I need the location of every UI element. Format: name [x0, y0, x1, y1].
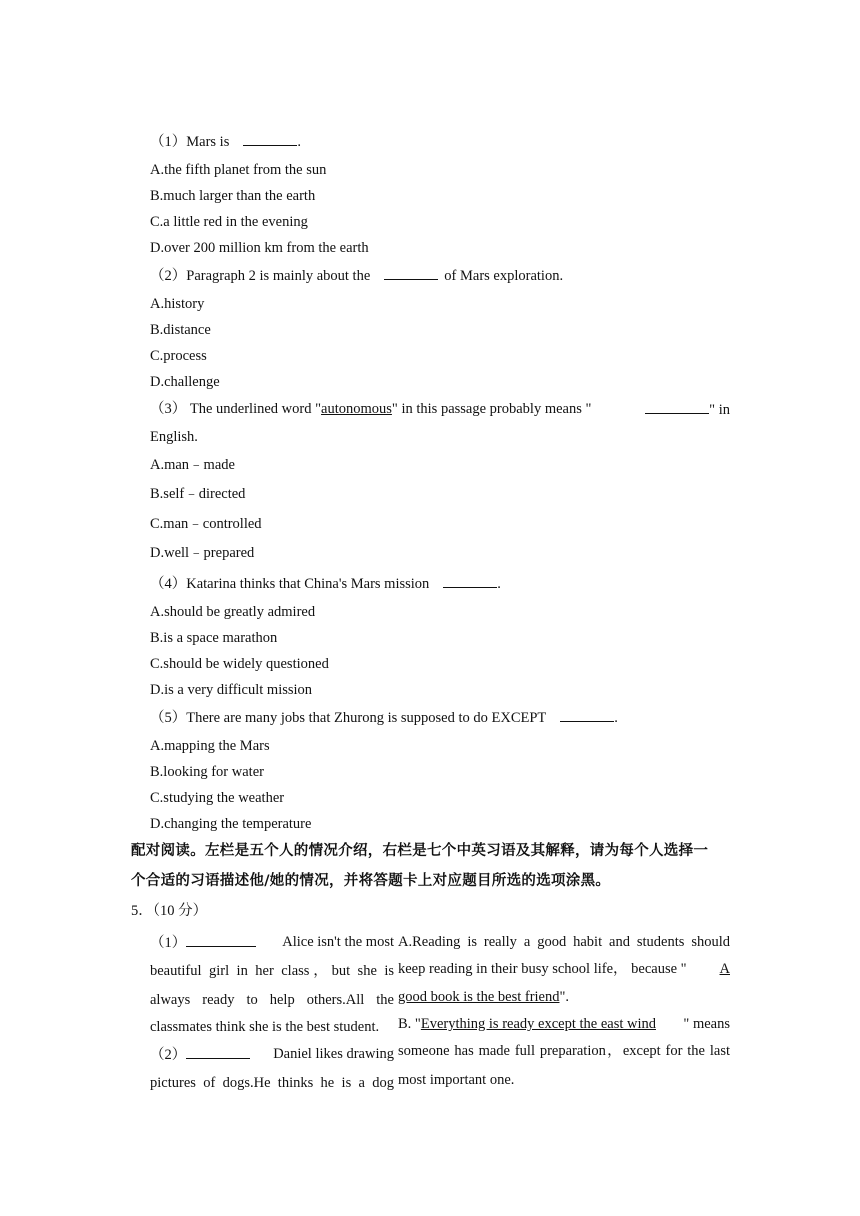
q3-blank [645, 400, 709, 414]
section-instruction-line-2: 个合适的习语描述他/她的情况，并将答题卡上对应题目所选的选项涂黑。 [131, 873, 611, 889]
q2-stem [150, 266, 563, 285]
right-b-line-2: someone has made full preparation，except for the last [398, 1043, 730, 1059]
right-a-line-1: A.Reading is really a good habit and students should [398, 934, 730, 950]
left-p2-line-2: pictures of dogs.He thinks he is a dog [150, 1075, 394, 1091]
right-a-underlined-idiom: good book is the best friend [398, 989, 560, 1005]
q5-option-b: B.looking for water [150, 764, 264, 780]
q2-option-c: C.process [150, 348, 207, 364]
q3-prefix-wrap [150, 400, 591, 419]
q3-suffix: " in [709, 402, 730, 418]
q1-option-c: C.a little red in the evening [150, 214, 308, 230]
left-p2-num-wrap [150, 1045, 250, 1064]
right-a-underlined-start: A [719, 961, 730, 977]
q5-option-a: A.mapping the Mars [150, 738, 270, 754]
q4-option-c: C.should be widely questioned [150, 656, 329, 672]
q3-option-c: C.man﹣controlled [150, 516, 262, 532]
q4-stem [150, 574, 501, 593]
q4-prefix: （4）Katarina thinks that China's Mars mission [150, 576, 430, 592]
q5-stem [150, 708, 618, 727]
q2-option-b: B.distance [150, 322, 211, 338]
q2-option-a: A.history [150, 296, 205, 312]
q4-suffix: . [497, 576, 501, 592]
right-b-label: B. " [398, 1016, 421, 1032]
left-p1-num-wrap [150, 933, 256, 952]
right-b-line-1 [398, 1015, 730, 1033]
q3-blank-wrap [645, 400, 730, 419]
q1-prefix: （1）Mars is [150, 134, 230, 150]
right-a-line-2 [398, 960, 730, 978]
q2-blank [384, 266, 438, 280]
left-p1-blank [186, 933, 256, 947]
q4-option-a: A.should be greatly admired [150, 604, 316, 620]
q3-middle: " in this passage probably means " [391, 401, 592, 417]
q2-suffix: of Mars exploration. [444, 268, 564, 284]
q1-option-a: A.the fifth planet from the sun [150, 162, 327, 178]
left-p1-line-1 [150, 933, 394, 952]
right-b-wrap [398, 1015, 656, 1033]
left-p1-number: （1） [150, 935, 187, 951]
right-b-line-3: most important one. [398, 1072, 515, 1088]
left-p1-line-4: classmates think she is the best student. [150, 1019, 380, 1035]
q3-option-d: D.well﹣prepared [150, 545, 255, 561]
q2-prefix: （2）Paragraph 2 is mainly about the [150, 268, 371, 284]
q1-option-b: B.much larger than the earth [150, 188, 316, 204]
question-number: 5．（10 分） [131, 903, 208, 919]
left-p2-number: （2） [150, 1047, 187, 1063]
q5-option-c: C.studying the weather [150, 790, 285, 806]
left-p1-text-1: Alice isn't the most [282, 934, 394, 950]
q5-suffix: . [614, 710, 618, 726]
q3-prefix: （3） The underlined word " [150, 401, 322, 417]
right-a-line-3 [398, 988, 569, 1006]
q1-option-d: D.over 200 million km from the earth [150, 240, 369, 256]
q5-prefix: （5）There are many jobs that Zhurong is supposed to do EXCEPT [150, 710, 547, 726]
right-a-text-3: ". [559, 989, 570, 1005]
q4-option-b: B.is a space marathon [150, 630, 278, 646]
left-p2-line-1 [150, 1045, 394, 1064]
q1-blank [243, 132, 297, 146]
q5-blank [560, 708, 614, 722]
section-instruction-line-1: 配对阅读。左栏是五个人的情况介绍，右栏是七个中英习语及其解释，请为每个人选择一 [131, 843, 709, 859]
right-b-underlined-idiom: Everything is ready except the east wind [420, 1016, 656, 1032]
left-p1-line-3: always ready to help others.All the [150, 992, 394, 1008]
left-p1-line-2: beautiful girl in her class，but she is [150, 963, 394, 979]
q1-stem [150, 132, 301, 151]
q3-continuation: English. [150, 429, 198, 445]
right-a-text-2: keep reading in their busy school life， because " [398, 961, 687, 977]
q3-stem [150, 400, 730, 419]
q3-option-b: B.self﹣directed [150, 486, 246, 502]
left-p2-text-1: Daniel likes drawing [273, 1046, 394, 1062]
q5-option-d: D.changing the temperature [150, 816, 312, 832]
q4-option-d: D.is a very difficult mission [150, 682, 313, 698]
q4-blank [443, 574, 497, 588]
left-p2-blank [186, 1045, 250, 1059]
q3-option-a: A.man﹣made [150, 457, 235, 473]
q2-option-d: D.challenge [150, 374, 220, 390]
right-b-text-1: " means [683, 1016, 730, 1032]
q3-underlined-word: autonomous [321, 401, 392, 417]
q1-suffix: . [297, 134, 301, 150]
